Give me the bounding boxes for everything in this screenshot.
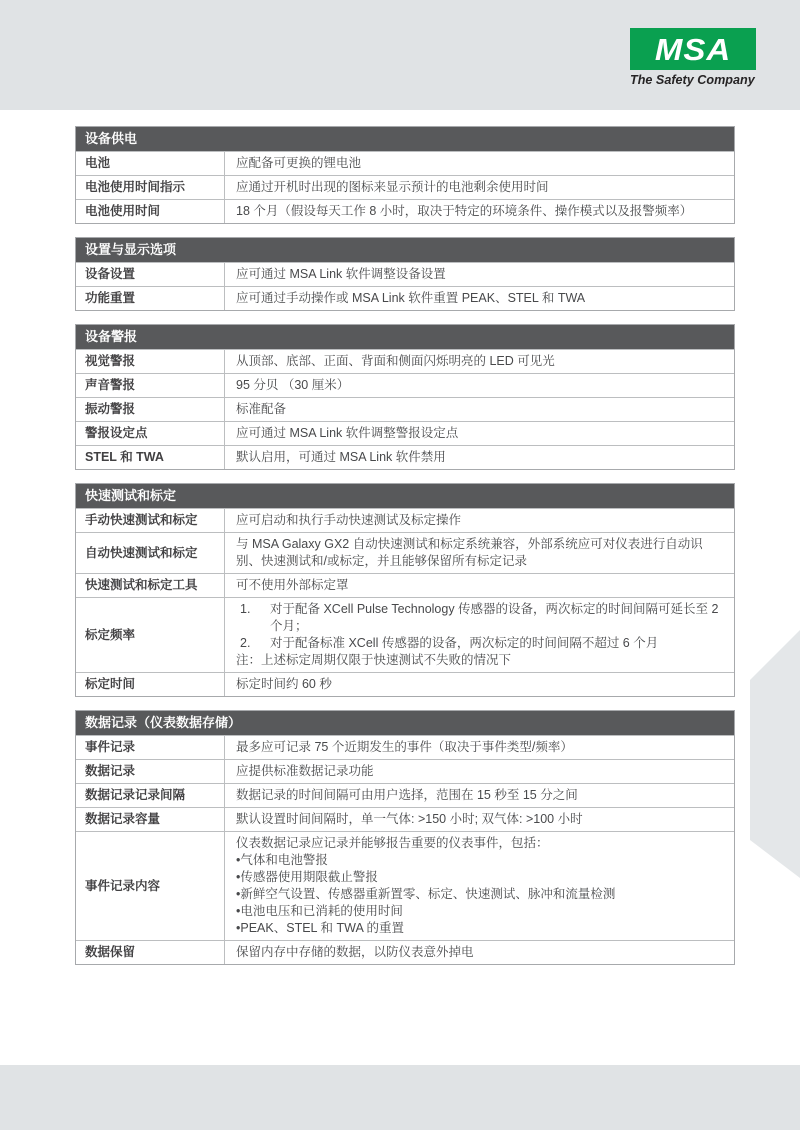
row-label: 事件记录内容 — [76, 832, 225, 940]
value-line: 可不使用外部标定罩 — [236, 578, 349, 592]
table-row — [76, 735, 734, 759]
row-label: 电池 — [76, 152, 225, 175]
row-value — [225, 446, 734, 469]
row-value — [225, 350, 734, 373]
value-line: 仪表数据记录应记录并能够报告重要的仪表事件，包括： — [236, 836, 549, 850]
row-label: 警报设定点 — [76, 422, 225, 445]
value-line: 应配备可更换的锂电池 — [236, 156, 362, 170]
table-row — [76, 151, 734, 175]
row-value — [225, 422, 734, 445]
row-value — [225, 263, 734, 286]
value-line: 95 分贝 （30 厘米） — [236, 378, 350, 392]
row-value — [225, 941, 734, 964]
row-value — [225, 832, 734, 940]
msa-logo — [630, 28, 756, 87]
table-row — [76, 373, 734, 397]
value-line: 应可启动和执行手动快速测试及标定操作 — [236, 513, 462, 527]
row-label: 标定频率 — [76, 598, 225, 672]
table-row — [76, 807, 734, 831]
msa-logo-tagline: The Safety Company — [630, 72, 755, 87]
row-label: 数据记录记录间隔 — [76, 784, 225, 807]
table-row — [76, 508, 734, 532]
table-row — [76, 421, 734, 445]
value-line: 从顶部、底部、正面、背面和侧面闪烁明亮的 LED 可见光 — [236, 354, 555, 368]
row-label: 声音警报 — [76, 374, 225, 397]
row-label: 数据记录容量 — [76, 808, 225, 831]
table-row — [76, 759, 734, 783]
value-line: 标定时间约 60 秒 — [236, 677, 332, 691]
msa-logo-text: MSA — [654, 31, 732, 67]
row-value — [225, 760, 734, 783]
table-row — [76, 445, 734, 469]
value-line: 默认设置时间间隔时，单一气体: >150 小时; 双气体: >100 小时 — [236, 812, 583, 826]
row-label: 数据记录 — [76, 760, 225, 783]
table-row — [76, 597, 734, 672]
value-numbered-line — [236, 635, 724, 652]
spec-table-2 — [75, 324, 735, 470]
row-value — [225, 673, 734, 696]
value-line: 应可通过手动操作或 MSA Link 软件重置 PEAK、STEL 和 TWA — [236, 291, 586, 305]
value-line: 应通过开机时出现的图标来显示预计的电池剩余使用时间 — [236, 180, 549, 194]
row-label: 事件记录 — [76, 736, 225, 759]
value-line: 保留内存中存储的数据，以防仪表意外掉电 — [236, 945, 474, 959]
value-line-marker: 1. — [240, 602, 251, 616]
value-line: •传感器使用期限截止警报 — [236, 870, 378, 884]
row-label: 电池使用时间 — [76, 200, 225, 223]
value-line: 应可通过 MSA Link 软件调整设备设置 — [236, 267, 446, 281]
value-line: 最多应可记录 75 个近期发生的事件（取决于事件类型/频率） — [236, 740, 573, 754]
value-line: •气体和电池警报 — [236, 853, 328, 867]
value-line: 默认启用，可通过 MSA Link 软件禁用 — [236, 450, 446, 464]
table-title: 设备警报 — [76, 325, 734, 349]
row-label: 设备设置 — [76, 263, 225, 286]
value-line-text: 对于配备 XCell Pulse Technology 传感器的设备，两次标定的时间间隔可延长至 2 个月； — [270, 602, 719, 633]
spec-table-1 — [75, 237, 735, 311]
value-line: •电池电压和已消耗的使用时间 — [236, 904, 403, 918]
table-row — [76, 349, 734, 373]
msa-logo-box — [630, 28, 756, 70]
value-line: 18 个月（假设每天工作 8 小时，取决于特定的环境条件、操作模式以及报警频率） — [236, 204, 693, 218]
row-label: 视觉警报 — [76, 350, 225, 373]
row-value — [225, 808, 734, 831]
value-line: 数据记录的时间间隔可由用户选择，范围在 15 秒至 15 分之间 — [236, 788, 578, 802]
table-row — [76, 286, 734, 310]
decorative-chevron — [750, 630, 800, 878]
row-value — [225, 533, 734, 573]
row-value — [225, 398, 734, 421]
table-row — [76, 573, 734, 597]
value-line-text: 对于配备标准 XCell 传感器的设备，两次标定的时间间隔不超过 6 个月 — [270, 636, 659, 650]
row-label: 振动警报 — [76, 398, 225, 421]
table-row — [76, 262, 734, 286]
value-line: •PEAK、STEL 和 TWA 的重置 — [236, 921, 405, 935]
row-value — [225, 176, 734, 199]
spec-table-3 — [75, 483, 735, 697]
row-value — [225, 200, 734, 223]
row-value — [225, 374, 734, 397]
spec-table-4 — [75, 710, 735, 965]
value-line: •新鲜空气设置、传感器重新置零、标定、快速测试、脉冲和流量检测 — [236, 887, 616, 901]
table-row — [76, 532, 734, 573]
value-numbered-line — [236, 601, 724, 635]
row-value — [225, 509, 734, 532]
table-title: 快速测试和标定 — [76, 484, 734, 508]
value-line: 应提供标准数据记录功能 — [236, 764, 374, 778]
table-title: 数据记录（仪表数据存储） — [76, 711, 734, 735]
table-row — [76, 672, 734, 696]
spec-table-0 — [75, 126, 735, 224]
row-label: 快速测试和标定工具 — [76, 574, 225, 597]
row-label: 标定时间 — [76, 673, 225, 696]
row-label: STEL 和 TWA — [76, 446, 225, 469]
table-row — [76, 783, 734, 807]
tables — [75, 126, 735, 978]
row-value — [225, 287, 734, 310]
table-row — [76, 175, 734, 199]
bottom-gray-band — [0, 1065, 800, 1130]
value-line: 注：上述标定周期仅限于快速测试不失败的情况下 — [236, 653, 512, 667]
row-label: 数据保留 — [76, 941, 225, 964]
table-title: 设置与显示选项 — [76, 238, 734, 262]
row-value — [225, 736, 734, 759]
row-value — [225, 784, 734, 807]
row-label: 功能重置 — [76, 287, 225, 310]
table-row — [76, 397, 734, 421]
value-line: 与 MSA Galaxy GX2 自动快速测试和标定系统兼容，外部系统应可对仪表进行自动识别、快速测试和/或标定，并且能够保留所有标定记录 — [236, 537, 703, 568]
value-line-marker: 2. — [240, 636, 251, 650]
value-line: 应可通过 MSA Link 软件调整警报设定点 — [236, 426, 459, 440]
row-value — [225, 598, 734, 672]
value-line: 标准配备 — [236, 402, 287, 416]
table-row — [76, 940, 734, 964]
table-row — [76, 831, 734, 940]
row-value — [225, 152, 734, 175]
row-label: 电池使用时间指示 — [76, 176, 225, 199]
table-row — [76, 199, 734, 223]
row-label: 自动快速测试和标定 — [76, 533, 225, 573]
row-label: 手动快速测试和标定 — [76, 509, 225, 532]
table-title: 设备供电 — [76, 127, 734, 151]
row-value — [225, 574, 734, 597]
